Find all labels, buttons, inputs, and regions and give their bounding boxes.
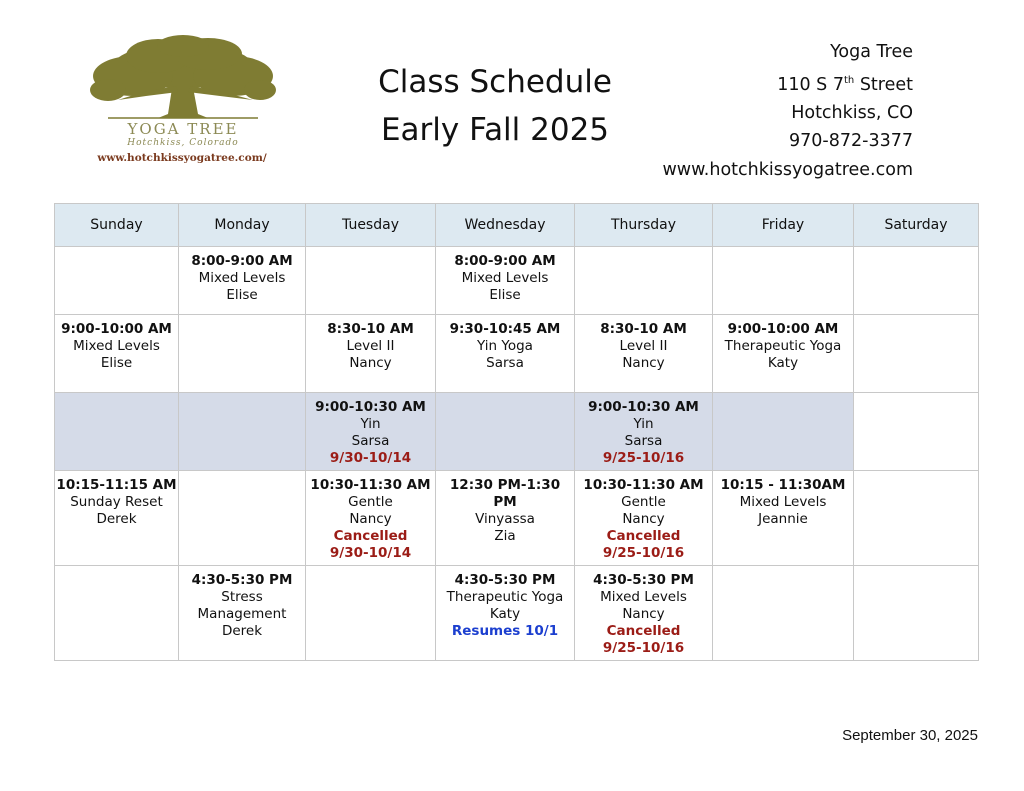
day-header-sunday: Sunday — [55, 204, 179, 247]
class-teacher: Nancy — [622, 355, 665, 371]
class-dates: 9/25-10/16 — [602, 640, 685, 656]
schedule-cell-sunday — [55, 247, 179, 315]
class-name: Vinyassa — [475, 511, 535, 527]
class-name: Gentle — [348, 494, 393, 510]
class-teacher: Katy — [489, 606, 521, 622]
class-note: Resumes 10/1 — [451, 623, 559, 639]
class-name: Mixed Levels — [600, 589, 687, 605]
class-name: Yin — [633, 416, 654, 432]
class-time: 10:15 - 11:30AM — [720, 477, 846, 493]
class-teacher: Sarsa — [351, 433, 390, 449]
class-name: Mixed Levels — [739, 494, 827, 510]
day-header-monday: Monday — [179, 204, 306, 247]
class-time: 10:30-11:30 AM — [310, 477, 431, 493]
schedule-cell-friday — [713, 393, 854, 471]
title-line-2: Early Fall 2025 — [380, 112, 610, 148]
schedule-cell-monday — [179, 315, 306, 393]
class-name-cont: Management — [197, 606, 287, 622]
class-teacher: Derek — [221, 623, 263, 639]
page-title — [350, 58, 640, 154]
day-header-tuesday: Tuesday — [306, 204, 436, 247]
logo-name: YOGA TREE — [127, 120, 239, 138]
schedule-cell-thursday — [575, 471, 713, 566]
schedule-cell-monday — [179, 566, 306, 661]
class-name: Mixed Levels — [198, 270, 286, 286]
schedule-cell-thursday — [575, 247, 713, 315]
class-name: Yin — [360, 416, 381, 432]
schedule-cell-saturday — [854, 471, 979, 566]
footer-date: September 30, 2025 — [842, 727, 978, 744]
day-header-wednesday: Wednesday — [436, 204, 575, 247]
class-time: 8:00-9:00 AM — [191, 253, 293, 269]
class-time: 4:30-5:30 PM — [454, 572, 556, 588]
class-time: 9:00-10:30 AM — [588, 399, 699, 415]
tree-icon — [88, 34, 278, 124]
class-name: Stress — [221, 589, 263, 605]
class-dates: 9/30-10/14 — [329, 450, 412, 466]
title-line-1: Class Schedule — [378, 64, 612, 100]
class-dates: 9/30-10/14 — [329, 545, 412, 561]
schedule-cell-thursday — [575, 315, 713, 393]
class-teacher: Sarsa — [486, 355, 524, 371]
class-name: Sunday Reset — [70, 494, 163, 510]
class-teacher: Elise — [489, 287, 521, 303]
class-teacher: Sarsa — [624, 433, 663, 449]
class-dates: 9/25-10/16 — [602, 545, 685, 561]
class-name: Level II — [619, 338, 668, 354]
logo-url[interactable]: www.hotchkissyogatree.com/ — [97, 152, 267, 164]
class-status: Cancelled — [606, 528, 681, 544]
studio-name: Yoga Tree — [830, 42, 913, 62]
class-teacher: Katy — [767, 355, 799, 371]
schedule-table — [54, 203, 979, 661]
class-name: Mixed Levels — [461, 270, 549, 286]
day-header-friday: Friday — [713, 204, 854, 247]
class-name: Yin Yoga — [477, 338, 533, 354]
day-header-saturday: Saturday — [854, 204, 979, 247]
class-dates: 9/25-10/16 — [602, 450, 685, 466]
class-teacher: Zia — [494, 528, 516, 544]
class-time: 10:30-11:30 AM — [583, 477, 704, 493]
class-name: Level II — [346, 338, 395, 354]
yoga-tree-logo — [88, 34, 278, 169]
class-teacher: Elise — [100, 355, 133, 371]
schedule-cell-monday — [179, 471, 306, 566]
schedule-cell-thursday — [575, 566, 713, 661]
schedule-cell-friday — [713, 247, 854, 315]
schedule-cell-wednesday — [436, 247, 575, 315]
schedule-cell-monday — [179, 247, 306, 315]
class-time: 8:00-9:00 AM — [454, 253, 556, 269]
class-status: Cancelled — [333, 528, 408, 544]
class-time: 8:30-10 AM — [327, 321, 414, 337]
schedule-cell-wednesday — [436, 471, 575, 566]
class-teacher: Nancy — [349, 511, 392, 527]
class-time: 9:00-10:00 AM — [727, 321, 839, 337]
schedule-cell-tuesday — [306, 247, 436, 315]
schedule-cell-tuesday — [306, 315, 436, 393]
schedule-cell-tuesday — [306, 393, 436, 471]
day-header-thursday: Thursday — [575, 204, 713, 247]
schedule-cell-saturday — [854, 315, 979, 393]
class-name: Therapeutic Yoga — [446, 589, 564, 605]
class-time: 4:30-5:30 PM — [191, 572, 293, 588]
schedule-row — [55, 393, 979, 471]
class-teacher: Nancy — [622, 511, 665, 527]
schedule-cell-saturday — [854, 393, 979, 471]
schedule-cell-sunday — [55, 566, 179, 661]
studio-website[interactable]: www.hotchkissyogatree.com — [662, 159, 913, 180]
schedule-row — [55, 471, 979, 566]
class-teacher: Jeannie — [758, 511, 808, 527]
studio-address — [662, 38, 913, 184]
schedule-cell-tuesday — [306, 471, 436, 566]
class-time: 10:15-11:15 AM — [56, 477, 177, 493]
class-time: 8:30-10 AM — [600, 321, 687, 337]
day-header-row — [55, 204, 979, 247]
schedule-row — [55, 566, 979, 661]
class-time: 9:00-10:00 AM — [61, 321, 172, 337]
schedule-cell-friday — [713, 566, 854, 661]
class-teacher: Derek — [96, 511, 137, 527]
schedule-cell-thursday — [575, 393, 713, 471]
schedule-cell-monday — [179, 393, 306, 471]
schedule-cell-wednesday — [436, 315, 575, 393]
schedule-cell-wednesday — [436, 566, 575, 661]
class-name: Gentle — [621, 494, 666, 510]
class-time: 4:30-5:30 PM — [593, 572, 694, 588]
class-teacher: Nancy — [622, 606, 665, 622]
class-name: Mixed Levels — [73, 338, 160, 354]
logo-subtitle: Hotchkiss, Colorado — [127, 138, 239, 148]
class-time: 9:30-10:45 AM — [449, 321, 561, 337]
class-time: 9:00-10:30 AM — [315, 399, 426, 415]
schedule-cell-saturday — [854, 247, 979, 315]
studio-street: 110 S 7th Street — [777, 74, 913, 95]
class-name: Therapeutic Yoga — [724, 338, 842, 354]
class-status: Cancelled — [606, 623, 681, 639]
schedule-cell-wednesday — [436, 393, 575, 471]
schedule-cell-sunday — [55, 315, 179, 393]
class-teacher: Nancy — [349, 355, 392, 371]
class-teacher: Elise — [226, 287, 258, 303]
schedule-cell-sunday — [55, 471, 179, 566]
studio-phone[interactable]: 970-872-3377 — [789, 131, 913, 152]
studio-city: Hotchkiss, CO — [791, 102, 913, 123]
schedule-cell-friday — [713, 471, 854, 566]
schedule-row — [55, 315, 979, 393]
schedule-cell-tuesday — [306, 566, 436, 661]
schedule-cell-saturday — [854, 566, 979, 661]
schedule-cell-sunday — [55, 393, 179, 471]
schedule-cell-friday — [713, 315, 854, 393]
class-time: 12:30 PM-1:30 PM — [449, 477, 561, 510]
schedule-row — [55, 247, 979, 315]
